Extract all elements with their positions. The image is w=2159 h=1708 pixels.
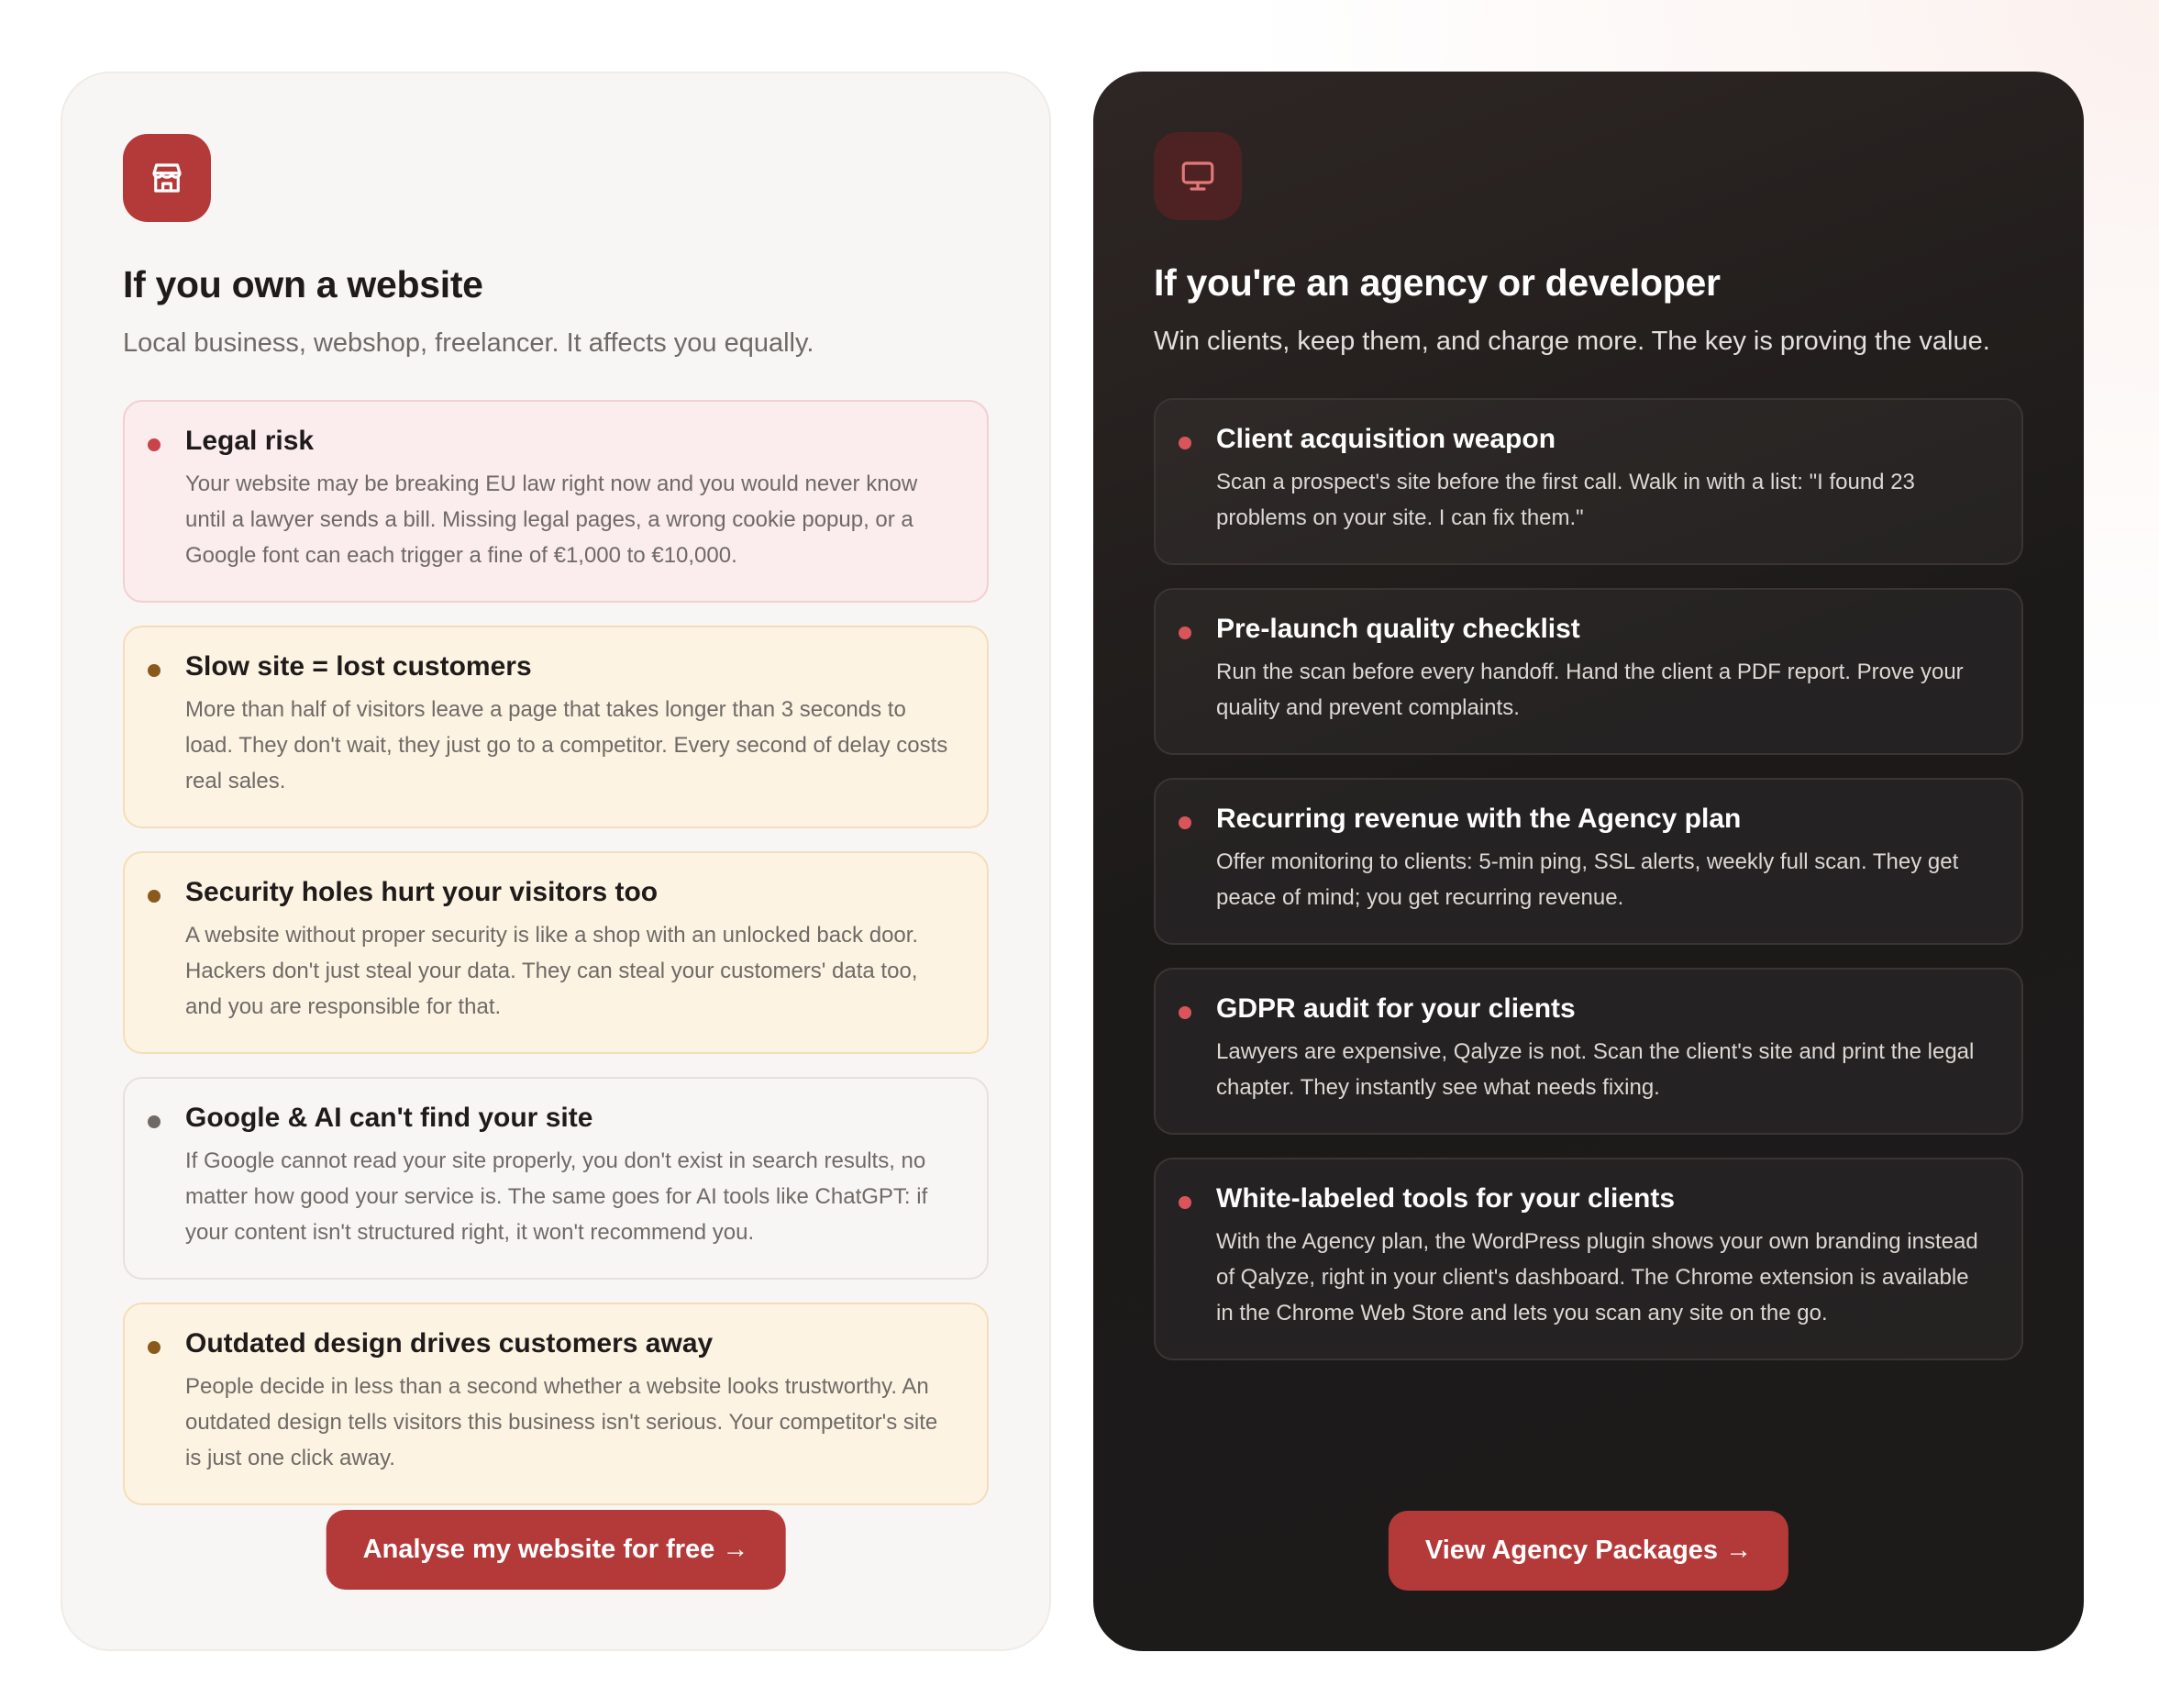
owner-card-title: If you own a website	[123, 263, 483, 305]
risk-item-legal	[123, 400, 989, 603]
benefit-item-body: Lawyers are expensive, Qalyze is not. Scan the client's site and print the legal chapter. They instantly see what needs fixing.	[1216, 1039, 1975, 1100]
storefront-icon-badge	[123, 134, 211, 222]
benefit-item-body: Scan a prospect's site before the first call. Walk in with a list: "I found 23 problems on your site. I can fix them."	[1216, 470, 1915, 530]
bullet-dot	[1179, 816, 1191, 829]
risk-item-title: Google & AI can't find your site	[185, 1103, 593, 1133]
analyse-website-button[interactable]: Analyse my website for free →	[327, 1510, 786, 1590]
risk-item-body: If Google cannot read your site properly, you don't exist in search results, no matter how good your service is. The same goes for AI tools like ChatGPT: if your content isn't structured right, it won't recommend you.	[185, 1148, 928, 1245]
bullet-dot	[148, 1115, 161, 1128]
agency-card	[1093, 72, 2084, 1651]
benefit-item-gdpr-audit	[1154, 968, 2023, 1135]
risk-item-body: People decide in less than a second whether a website looks trustworthy. An outdated design tells visitors this business isn't serious. Your competitor's site is just one click away.	[185, 1374, 938, 1470]
monitor-icon-badge	[1154, 132, 1242, 220]
benefit-item-body: With the Agency plan, the WordPress plugin shows your own branding instead of Qalyze, right in your client's dashboard. The Chrome extension is available in the Chrome Web Store and lets you scan any site on the go.	[1216, 1229, 1978, 1325]
owner-risk-list	[123, 400, 989, 1505]
risk-item-title: Slow site = lost customers	[185, 651, 532, 682]
risk-item-title: Security holes hurt your visitors too	[185, 877, 659, 907]
benefit-item-client-acquisition	[1154, 398, 2023, 565]
bullet-dot	[148, 890, 161, 903]
website-owner-card	[61, 72, 1051, 1651]
bullet-dot	[148, 438, 161, 451]
risk-item-body: Your website may be breaking EU law right now and you would never know until a lawyer sends a bill. Missing legal pages, a wrong cookie popup, or a Google font can each trigger a fine of €1,000 to €10,000.	[185, 471, 918, 568]
agency-card-title: If you're an agency or developer	[1154, 261, 1721, 304]
agency-card-subtitle: Win clients, keep them, and charge more. The key is proving the value.	[1154, 327, 1990, 356]
benefit-item-title: Pre-launch quality checklist	[1216, 614, 1580, 644]
benefit-item-title: White-labeled tools for your clients	[1216, 1183, 1676, 1214]
benefit-item-body: Run the scan before every handoff. Hand the client a PDF report. Prove your quality and prevent complaints.	[1216, 660, 1964, 720]
benefit-item-white-label	[1154, 1158, 2023, 1360]
benefit-item-title: GDPR audit for your clients	[1216, 993, 1576, 1024]
risk-item-security	[123, 851, 989, 1054]
benefit-item-recurring-revenue	[1154, 778, 2023, 945]
risk-item-seo	[123, 1077, 989, 1280]
risk-item-title: Legal risk	[185, 426, 315, 456]
owner-card-subtitle: Local business, webshop, freelancer. It affects you equally.	[123, 328, 814, 358]
benefit-item-body: Offer monitoring to clients: 5-min ping, SSL alerts, weekly full scan. They get peace of mind; you get recurring revenue.	[1216, 849, 1959, 910]
benefit-item-title: Recurring revenue with the Agency plan	[1216, 804, 1742, 834]
bullet-dot	[1179, 1006, 1191, 1019]
risk-item-slow-site	[123, 626, 989, 828]
bullet-dot	[1179, 627, 1191, 639]
view-agency-packages-button[interactable]: View Agency Packages →	[1389, 1511, 1788, 1591]
benefit-item-prelaunch-checklist	[1154, 588, 2023, 755]
bullet-dot	[148, 1341, 161, 1354]
risk-item-title: Outdated design drives customers away	[185, 1328, 714, 1359]
storefront-icon	[148, 159, 186, 197]
agency-benefit-list	[1154, 398, 2023, 1360]
monitor-icon	[1179, 157, 1217, 195]
benefit-item-title: Client acquisition weapon	[1216, 424, 1556, 454]
risk-item-body: A website without proper security is like a shop with an unlocked back door. Hackers don't just steal your data. They can steal your customers' data too, and you are responsible for that.	[185, 923, 919, 1019]
bullet-dot	[1179, 1196, 1191, 1209]
bullet-dot	[1179, 437, 1191, 449]
risk-item-design	[123, 1303, 989, 1505]
bullet-dot	[148, 664, 161, 677]
risk-item-body: More than half of visitors leave a page that takes longer than 3 seconds to load. They don't wait, they just go to a competitor. Every second of delay costs real sales.	[185, 697, 948, 793]
